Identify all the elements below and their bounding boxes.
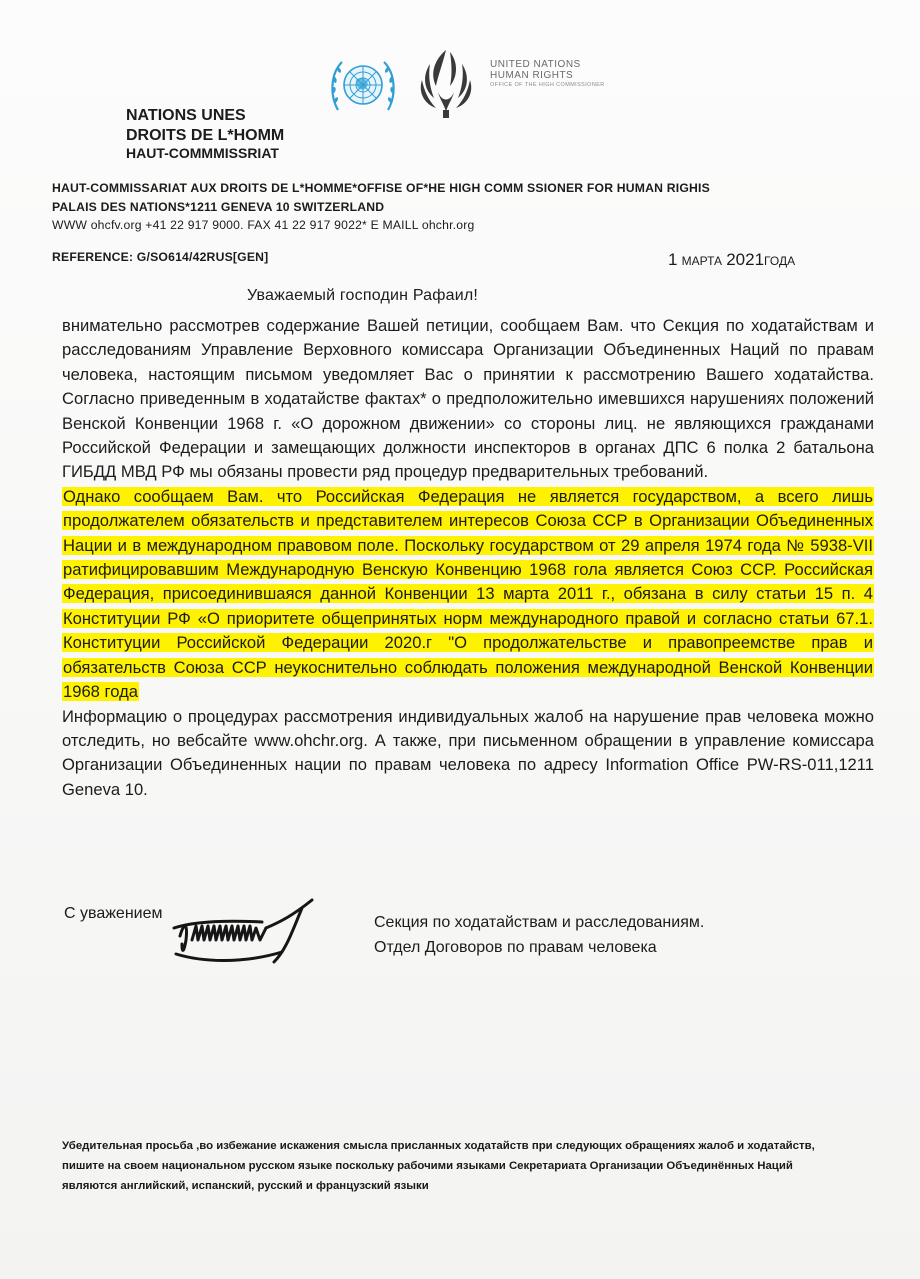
footnote-text: Убедительная просьба ,во избежание искажения смысла присланных ходатайств при следующих обращениях жалоб и ходатайств, пишите на своем национальном русском языке поскольку рабочими языками Секретариата Организации Объединённых Наций являются английский, испанский, русский и французский языки [62,1140,815,1192]
department-block [374,910,704,960]
date-day: 1 [668,250,678,269]
ohchr-wordmark [490,60,605,89]
un-emblem-icon [328,50,398,120]
salutation: Уважаемый господин Рафаил! [247,287,479,304]
agency-line1: NATIONS UNES [126,107,246,124]
footnote [62,1136,822,1196]
date-year: 2021 [726,250,765,269]
letter-date [668,250,795,270]
ohchr-line1: UNITED NATIONS [490,59,581,70]
letterhead-logos [328,46,658,126]
date-suffix: ГОДА [764,254,796,268]
reference-number: REFERENCE: G/SO614/42RUS[GEN] [52,250,269,264]
agency-line3: HAUT-COMMMISSRIAT [126,145,279,162]
department-line2: Отдел Договоров по правам человека [374,939,657,956]
date-month: МАРТА [681,254,723,268]
signature [162,892,362,982]
body-paragraph-1: внимательно рассмотрев содержание Вашей петиции, сообщаем Вам. что Секция по ходатайствам и расследованиям Управление Верховного комиссара Организации Объединенных Наций по правам человека, настоящим письмом уведомляет Вас о принятии к рассмотрению Вашего ходатайства. Согласно приведенным в ходатайстве фактах* о предположительно имевшихся нарушениях положений Венской Конвенции 1968 г. «О дорожном движении» со стороны лиц. не являющихся гражданами Российской Федерации и замещающих должности инспекторов в органах ДПС 6 полка 2 батальона ГИБДД МВД РФ мы обязаны провести ряд процедур предварительных требований. [62,316,874,482]
ohchr-line3: OFFICE OF THE HIGH COMMISSIONER [490,82,605,88]
address-line2: PALAIS DES NATIONS*1211 GENEVA 10 SWITZERLAND [52,199,385,214]
address-line3: WWW ohcfv.org +41 22 917 9000. FAX 41 22 917 9022* E MAILL ohchr.org [52,218,475,232]
body-paragraph-3: Информацию о процедурах рассмотрения индивидуальных жалоб на нарушение прав человека можно отследить, но вебсайте www.ohchr.org. А также, при письменном обращении в управление комиссара Организации Объединенных нации по правам человека по адресу Information Office PW-RS-011,1211 Geneva 10. [62,706,874,799]
highlighted-text: Однако сообщаем Вам. что Российская Федерация не является государством, а всего лишь продолжателем обязательств и представителем интересов Союза ССР в Организации Объединенных Нации и в международном правовом поле. Поскольку государством от 29 апреля 1974 года № 5938-VII ратифицировавшим Международную Венскую Конвенцию 1968 гола является Союз ССР. Российская Федерация, присоединившаяся данной Конвенции 13 марта 2011 г., обязана в силу статьи 15 п. 4 Конституции РФ «О приоритете общепринятых норм международного правой и согласно статьи 67.1. Конституции Российской Федерации 2020.г "О продолжательстве и правопреемстве прав и обязательств Союза ССР неукоснительно соблюдать положения международной Венской Конвенции 1968 года [63,486,873,702]
closing-phrase: С уважением [64,905,163,922]
body-paragraph-2 [62,485,874,705]
agency-block [126,106,284,162]
address-line1: HAUT-COMMISSARIAT AUX DROITS DE L*HOMME*OFFISE OF*HE HIGH COMM SSIONER FOR HUMAN RIGHIS [52,181,710,195]
address-block [52,179,710,235]
letter-body [62,314,874,802]
agency-line2: DROITS DE L*HOMM [126,126,285,144]
ohchr-emblem-icon [416,46,476,122]
ohchr-line2: HUMAN RIGHTS [490,69,574,81]
department-line1: Секция по ходатайствам и расследованиям. [374,914,705,931]
